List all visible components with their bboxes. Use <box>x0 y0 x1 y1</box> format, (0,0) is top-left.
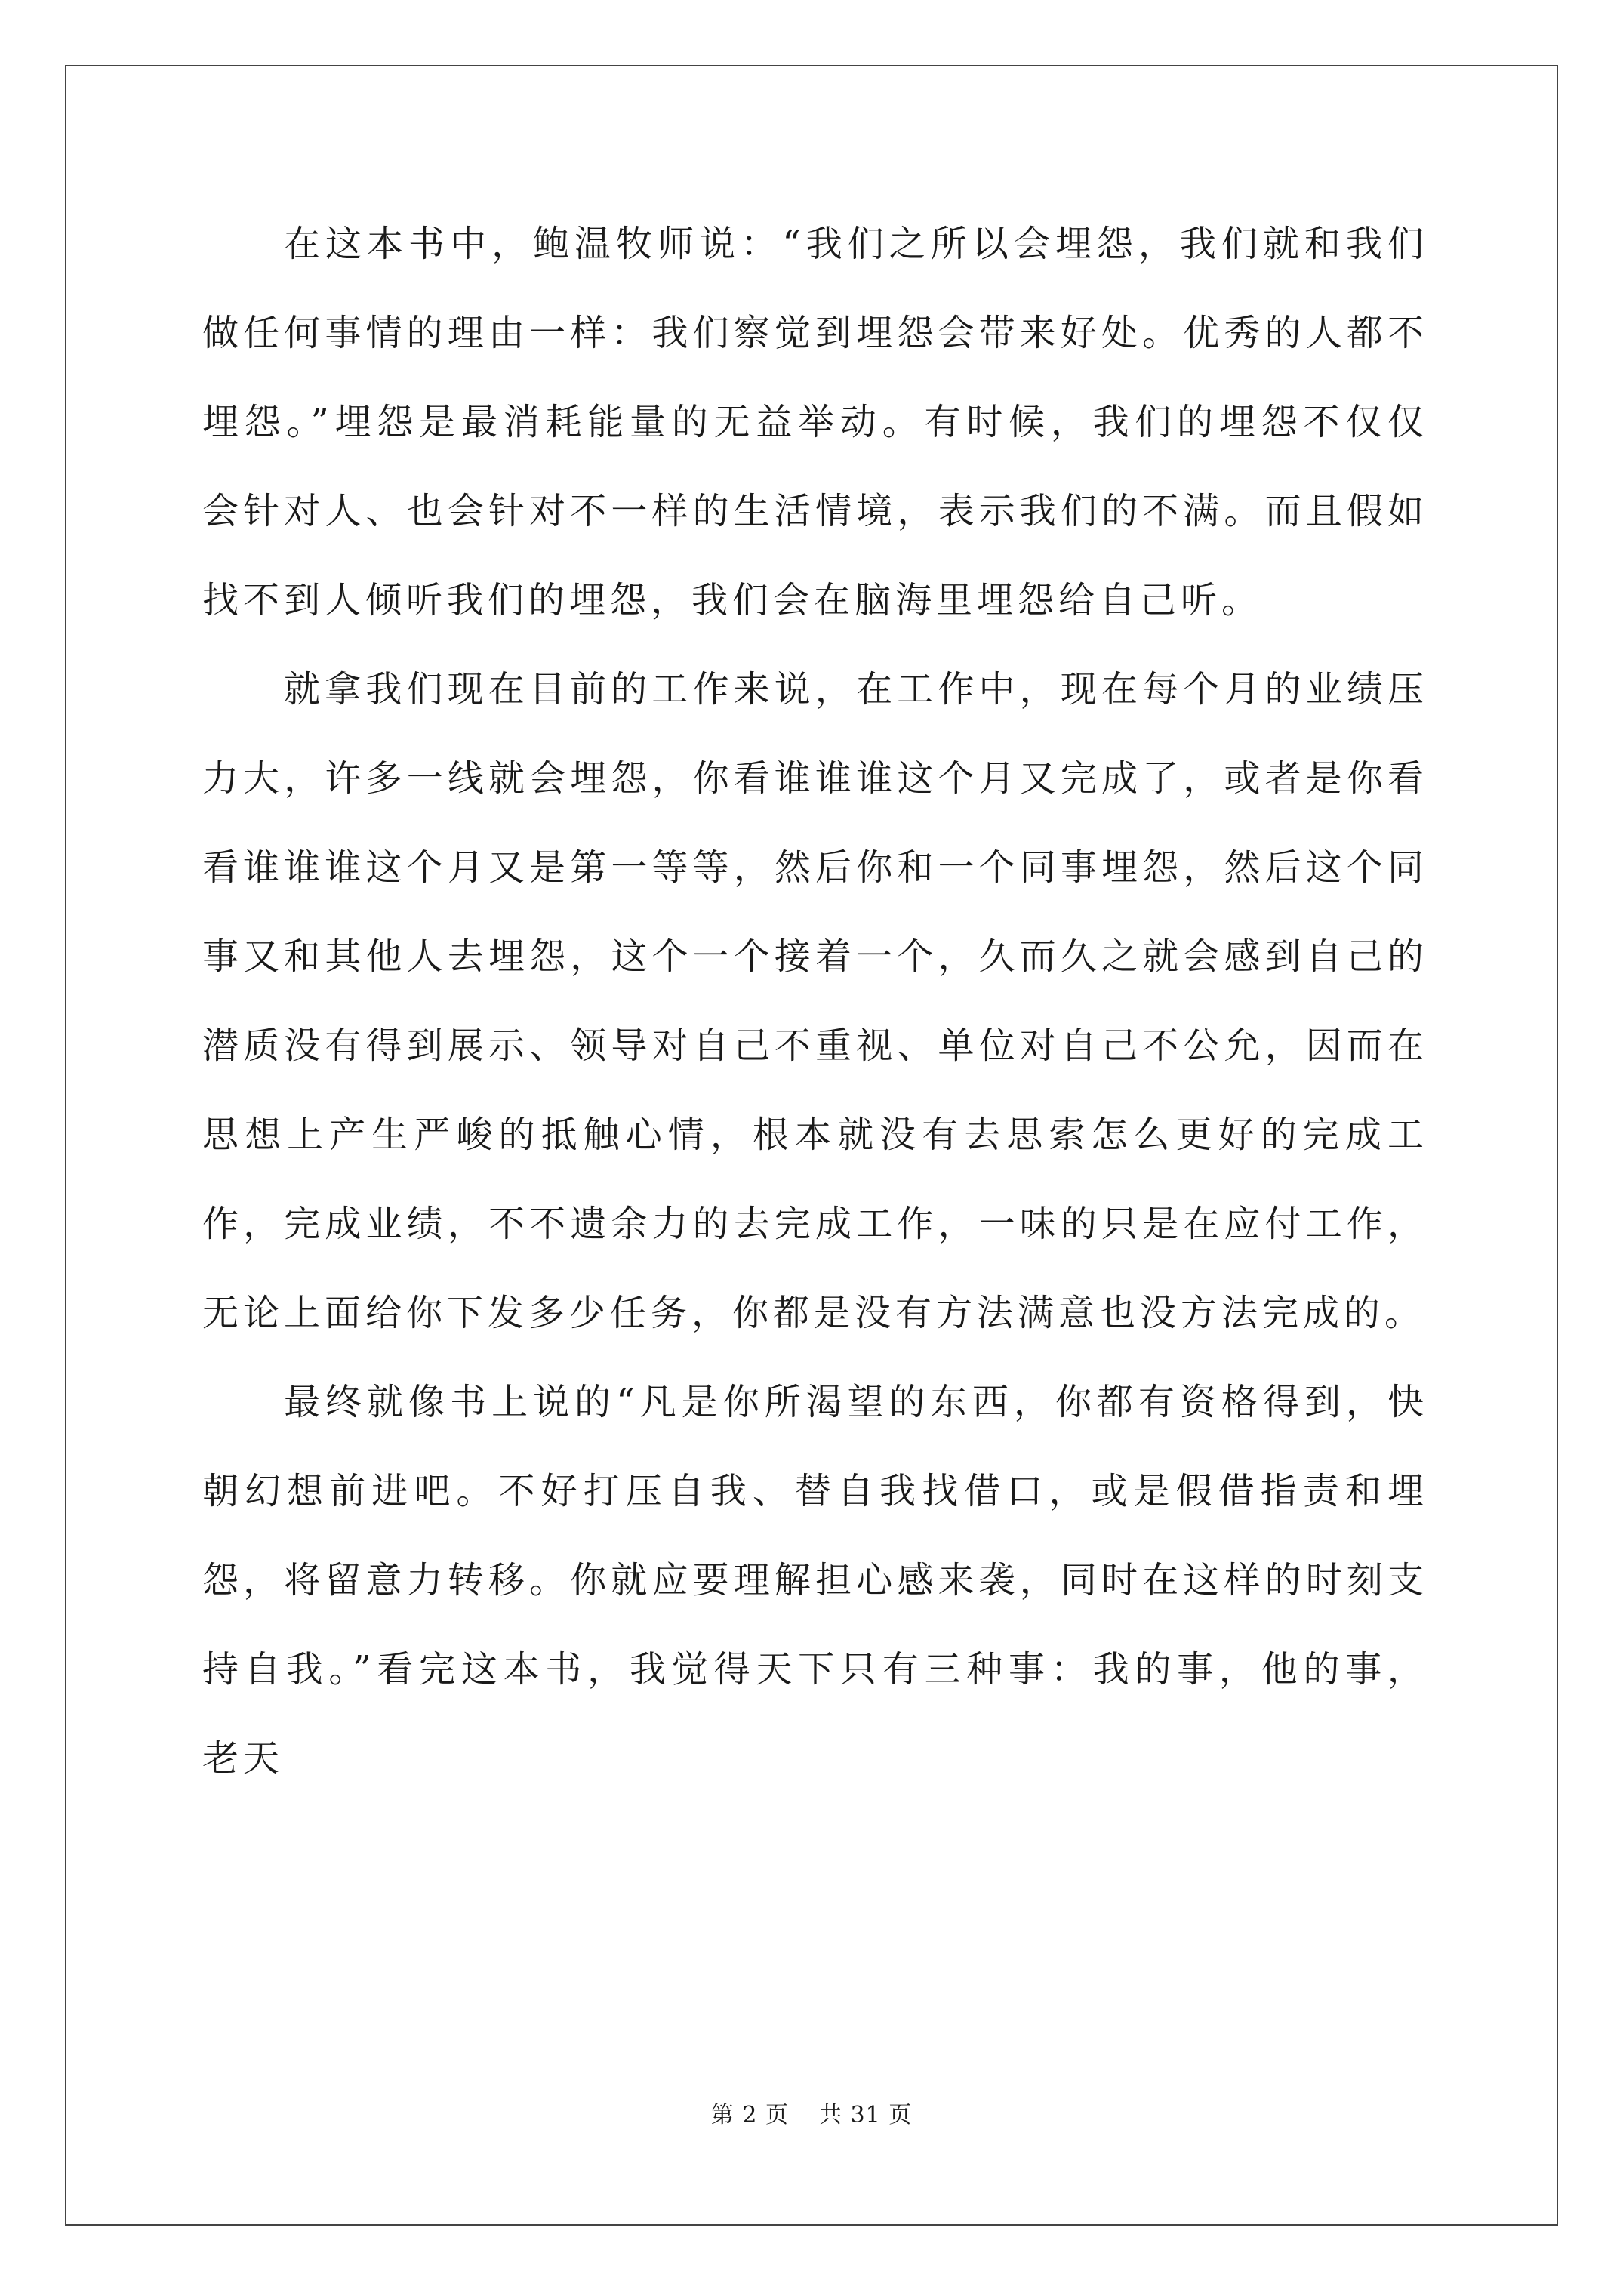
page-footer <box>0 2096 1623 2129</box>
paragraph-3: 最终就像书上说的“凡是你所渴望的东西，你都有资格得到，快朝幻想前进吧。不好打压自我、替自我找借口，或是假借指责和埋怨，将留意力转移。你就应要理解担心感来袭，同时在这样的时刻支持自我。”看完这本书，我觉得天下只有三种事：我的事，他的事，老天 <box>202 1381 1428 1780</box>
total-pages: 共 31 页 <box>818 2102 913 2128</box>
paragraph-2: 就拿我们现在目前的工作来说，在工作中，现在每个月的业绩压力大，许多一线就会埋怨，你看谁谁谁这个月又完成了，或者是你看看谁谁谁这个月又是第一等等，然后你和一个同事埋怨，然后这个同事又和其他人去埋怨，这个一个接着一个，久而久之就会感到自己的潜质没有得到展示、领导对自己不重视、单位对自己不公允，因而在思想上产生严峻的抵触心情，根本就没有去思索怎么更好的完成工作，完成业绩，不不遗余力的去完成工作，一味的只是在应付工作，无论上面给你下发多少任务，你都是没有方法满意也没方法完成的。 <box>202 668 1428 1334</box>
paragraph-1: 在这本书中，鲍温牧师说：“我们之所以会埋怨，我们就和我们做任何事情的理由一样：我们察觉到埋怨会带来好处。优秀的人都不埋怨。”埋怨是最消耗能量的无益举动。有时候，我们的埋怨不仅仅会针对人、也会针对不一样的生活情境，表示我们的不满。而且假如找不到人倾听我们的埋怨，我们会在脑海里埋怨给自己听。 <box>202 223 1428 621</box>
document-body <box>202 199 1428 1803</box>
page-number: 第 2 页 <box>710 2102 789 2128</box>
